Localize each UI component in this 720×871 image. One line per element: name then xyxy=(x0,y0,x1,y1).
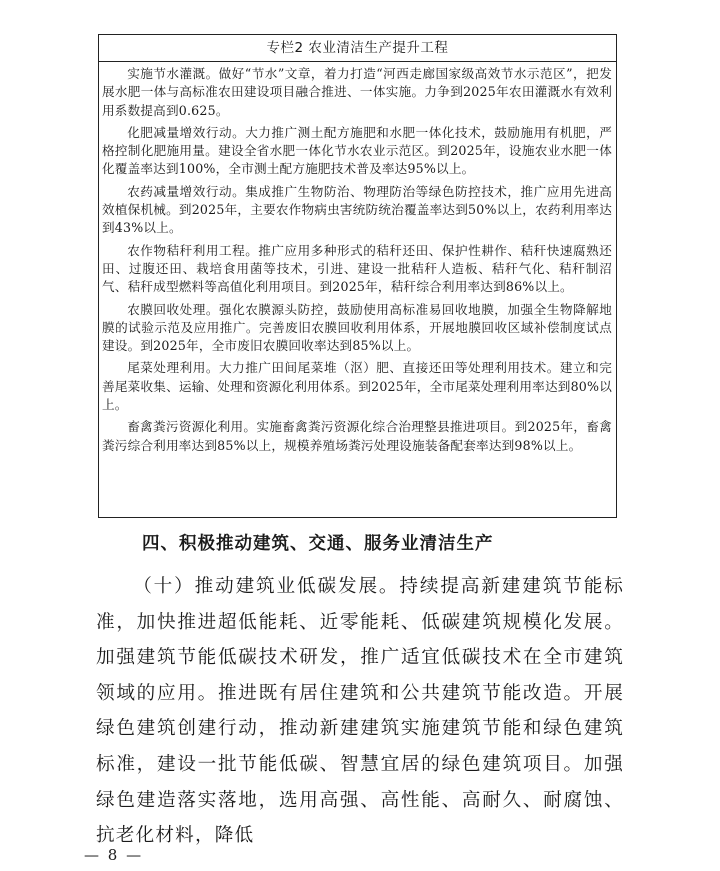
box-paragraph-pesticide: 农药减量增效行动。集成推广生物防治、物理防治等绿色防控技术，推广应用先进高效植保机械。到2025年，主要农作物病虫害统防统治覆盖率达到50%以上，农药利用率达到43%以上。 xyxy=(102,183,612,236)
box-paragraph-straw: 农作物秸秆利用工程。推广应用多种形式的秸秆还田、保护性耕作、秸秆快速腐熟还田、过腹还田、栽培食用菌等技术，引进、建设一批秸秆人造板、秸秆气化、秸秆制沼气、秸秆成型燃料等高值化利用项目。到2025年，秸秆综合利用率达到86%以上。 xyxy=(102,242,612,295)
box-paragraph-livestock-manure: 畜禽粪污资源化利用。实施畜禽粪污资源化综合治理整县推进项目。到2025年，畜禽粪污综合利用率达到85%以上，规模养殖场粪污处理设施装备配套率达到98%以上。 xyxy=(102,419,612,453)
page-number: — 8 — xyxy=(84,846,144,864)
box-paragraph-fertilizer: 化肥减量增效行动。大力推广测土配方施肥和水肥一体化技术，鼓励施用有机肥，严格控制化肥施用量。建设全省水肥一体化节水农业示范区。到2025年，设施农业水肥一体化覆盖率达到100%，全市测土配方施肥技术普及率达95%以上。 xyxy=(102,124,612,177)
box-title: 专栏2 农业清洁生产提升工程 xyxy=(99,35,616,62)
box-paragraph-water-saving: 实施节水灌溉。做好“节水”文章，着力打造“河西走廊国家级高效节水示范区”，把发展水肥一体与高标准农田建设项目融合推进、一体实施。力争到2025年农田灌溉水有效利用系数提高到0.625。 xyxy=(102,66,612,118)
feature-box xyxy=(98,34,617,518)
box-paragraph-vegetable-waste: 尾菜处理利用。大力推广田间尾菜堆（沤）肥、直接还田等处理利用技术。建立和完善尾菜收集、运输、处理和资源化利用体系。到2025年，全市尾菜处理利用率达到80%以上。 xyxy=(102,360,612,413)
section-paragraph: （十）推动建筑业低碳发展。持续提高新建建筑节能标准，加快推进超低能耗、近零能耗、低碳建筑规模化发展。加强建筑节能低碳技术研发，推广适宜低碳技术在全市建筑领域的应用。推进既有居住建筑和公共建筑节能改造。开展绿色建筑创建行动，推动新建建筑实施建筑节能和绿色建筑标准，建设一批节能低碳、智慧宜居的绿色建筑项目。加强绿色建造落实落地，选用高强、高性能、高耐久、耐腐蚀、抗老化材料，降低 xyxy=(96,576,624,847)
section-heading: 四、积极推动建筑、交通、服务业清洁生产 xyxy=(142,534,494,554)
box-body xyxy=(99,62,616,455)
box-paragraph-film: 农膜回收处理。强化农膜源头防控，鼓励使用高标准易回收地膜，加强全生物降解地膜的试验示范及应用推广。完善废旧农膜回收利用体系，开展地膜回收区域补偿制度试点建设。到2025年，全市废旧农膜回收率达到85%以上。 xyxy=(102,301,612,354)
